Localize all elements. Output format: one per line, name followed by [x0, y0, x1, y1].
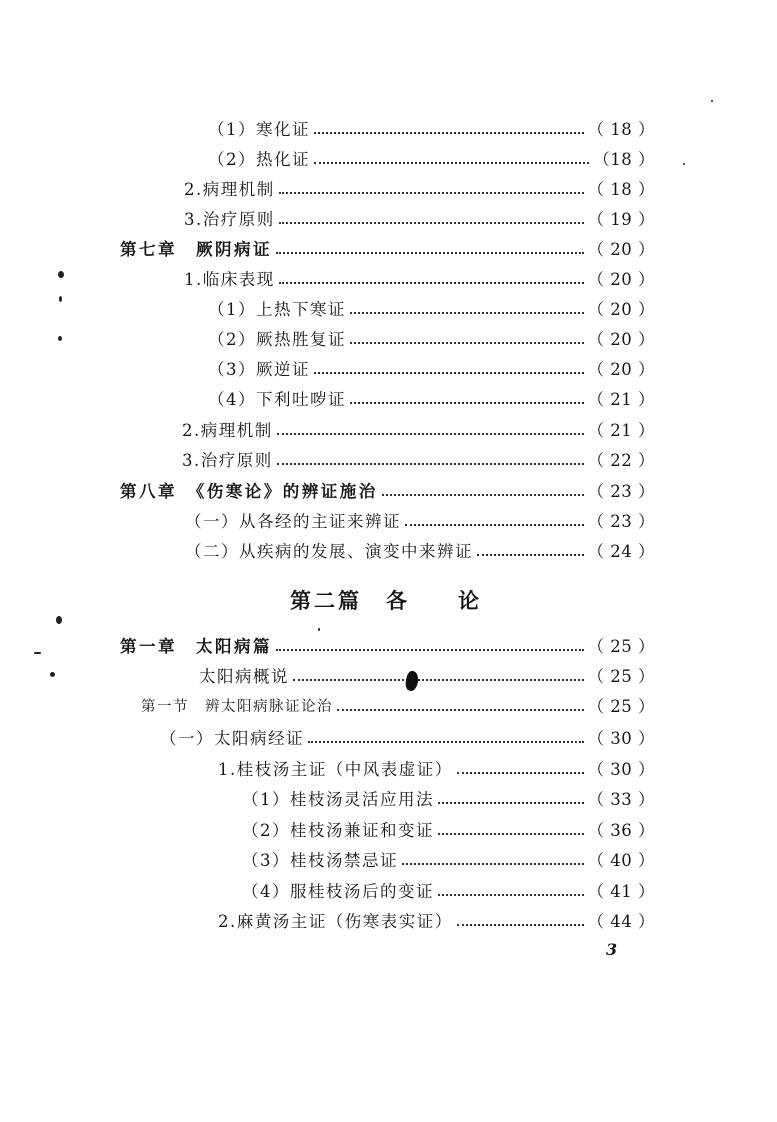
toc-page-number: （ 20 ） — [587, 270, 655, 289]
dot-leader — [350, 342, 584, 344]
toc-line — [208, 353, 655, 383]
toc-line — [199, 660, 655, 690]
dot-leader — [457, 924, 584, 926]
toc-page-number: （ 33 ） — [587, 790, 655, 809]
dot-leader — [314, 372, 584, 374]
dot-leader — [308, 741, 584, 743]
toc-line — [184, 263, 655, 293]
toc-line — [208, 383, 655, 413]
toc-line — [208, 143, 655, 173]
toc-line — [185, 505, 655, 535]
dot-leader — [314, 132, 584, 134]
dot-leader — [279, 222, 584, 224]
scan-speck — [50, 672, 55, 677]
toc-page-number: （ 24 ） — [587, 542, 655, 561]
toc-page-number: （ 30 ） — [587, 729, 655, 748]
dot-leader — [279, 282, 584, 284]
page-number: 3 — [606, 940, 618, 959]
toc-title: 2.病理机制 — [184, 180, 275, 199]
scan-speck — [683, 163, 685, 165]
toc-title: （2）桂枝汤兼证和变证 — [242, 821, 434, 840]
toc-page-number: （ 18 ） — [587, 180, 655, 199]
toc-title: 3.治疗原则 — [182, 451, 273, 470]
toc-line — [242, 814, 655, 844]
toc-title: （一）从各经的主证来辨证 — [185, 512, 401, 531]
toc-line — [242, 875, 655, 905]
dot-leader — [382, 494, 584, 496]
dot-leader — [405, 524, 584, 526]
toc-title: （1）寒化证 — [208, 120, 310, 139]
toc-chapter-title: 第八章 《伤寒论》的辨证施治 — [120, 482, 378, 501]
scan-speck — [711, 100, 713, 102]
toc-title: （2）热化证 — [208, 150, 310, 169]
toc-title: 1.临床表现 — [184, 270, 275, 289]
dot-leader — [277, 433, 584, 435]
toc-page-number: （ 41 ） — [587, 882, 655, 901]
toc-title: （4）服桂枝汤后的变证 — [242, 882, 434, 901]
toc-line — [184, 203, 655, 233]
dot-leader — [457, 772, 584, 774]
toc-page-number: （ 19 ） — [587, 210, 655, 229]
scan-speck — [56, 616, 62, 624]
toc-line — [242, 783, 655, 813]
dot-leader — [438, 833, 584, 835]
toc-line — [218, 905, 655, 935]
toc-title: （2）厥热胜复证 — [208, 330, 346, 349]
scan-speck — [58, 271, 64, 278]
toc-title: 第一节 辨太阳病脉证论治 — [141, 698, 333, 715]
toc-line — [141, 690, 655, 720]
dot-leader — [337, 709, 584, 711]
toc-page-number: （ 36 ） — [587, 821, 655, 840]
scan-speck — [58, 336, 62, 341]
dot-leader — [438, 894, 584, 896]
toc-page-number: （ 23 ） — [587, 482, 655, 501]
dot-leader — [314, 162, 589, 164]
toc-title: 2.病理机制 — [182, 421, 273, 440]
toc-page-number: （ 21 ） — [587, 421, 655, 440]
dot-leader — [293, 679, 584, 681]
toc-line — [182, 444, 655, 474]
toc-page-number: （ 18 ） — [587, 120, 655, 139]
toc-line — [185, 535, 655, 565]
toc-line — [182, 414, 655, 444]
toc-page-number: （ 22 ） — [587, 451, 655, 470]
toc-page-number: （ 20 ） — [587, 360, 655, 379]
dot-leader — [276, 649, 584, 651]
part-title: 第二篇 各 论 — [290, 589, 482, 613]
toc-page-number: （ 25 ） — [587, 697, 655, 716]
toc-title: （1）上热下寒证 — [208, 300, 346, 319]
scan-speck — [59, 296, 62, 302]
toc-page-number: （ 21 ） — [587, 390, 655, 409]
toc-page-number: （ 20 ） — [587, 330, 655, 349]
toc-page-number: （18 ） — [593, 150, 655, 169]
toc-line — [218, 753, 655, 783]
scan-speck — [34, 652, 41, 654]
toc-line — [160, 722, 655, 752]
scan-speck — [318, 628, 320, 631]
toc-page-number: （ 20 ） — [587, 240, 655, 259]
toc-page-number: （ 20 ） — [587, 300, 655, 319]
toc-page-number: （ 44 ） — [587, 912, 655, 931]
toc-title: （一）太阳病经证 — [160, 729, 304, 748]
toc-chapter-title: 第一章 太阳病篇 — [120, 637, 272, 656]
dot-leader — [277, 463, 584, 465]
toc-title: 2.麻黄汤主证（伤寒表实证） — [218, 912, 453, 931]
toc-title: 1.桂枝汤主证（中风表虚证） — [218, 760, 453, 779]
toc-line — [208, 323, 655, 353]
toc-page-number: （ 23 ） — [587, 512, 655, 531]
toc-line — [184, 173, 655, 203]
toc-line — [242, 844, 655, 874]
dot-leader — [477, 554, 584, 556]
toc-title: 太阳病概说 — [199, 667, 289, 686]
toc-page-number: （ 30 ） — [587, 760, 655, 779]
dot-leader — [279, 192, 584, 194]
toc-page-number: （ 40 ） — [587, 851, 655, 870]
toc-chapter-line — [120, 630, 655, 660]
dot-leader — [350, 312, 584, 314]
toc-line — [208, 113, 655, 143]
toc-title: （3）厥逆证 — [208, 360, 310, 379]
toc-title: 3.治疗原则 — [184, 210, 275, 229]
toc-chapter-line — [120, 475, 655, 505]
dot-leader — [438, 802, 584, 804]
toc-chapter-title: 第七章 厥阴病证 — [120, 240, 272, 259]
dot-leader — [402, 863, 584, 865]
toc-page-number: （ 25 ） — [587, 667, 655, 686]
toc-chapter-line — [120, 233, 655, 263]
toc-line — [208, 293, 655, 323]
toc-title: （二）从疾病的发展、演变中来辨证 — [185, 542, 473, 561]
toc-page-number: （ 25 ） — [587, 637, 655, 656]
toc-title: （4）下利吐哕证 — [208, 390, 346, 409]
toc-title: （3）桂枝汤禁忌证 — [242, 851, 398, 870]
dot-leader — [350, 402, 584, 404]
dot-leader — [276, 252, 584, 254]
toc-title: （1）桂枝汤灵活应用法 — [242, 790, 434, 809]
